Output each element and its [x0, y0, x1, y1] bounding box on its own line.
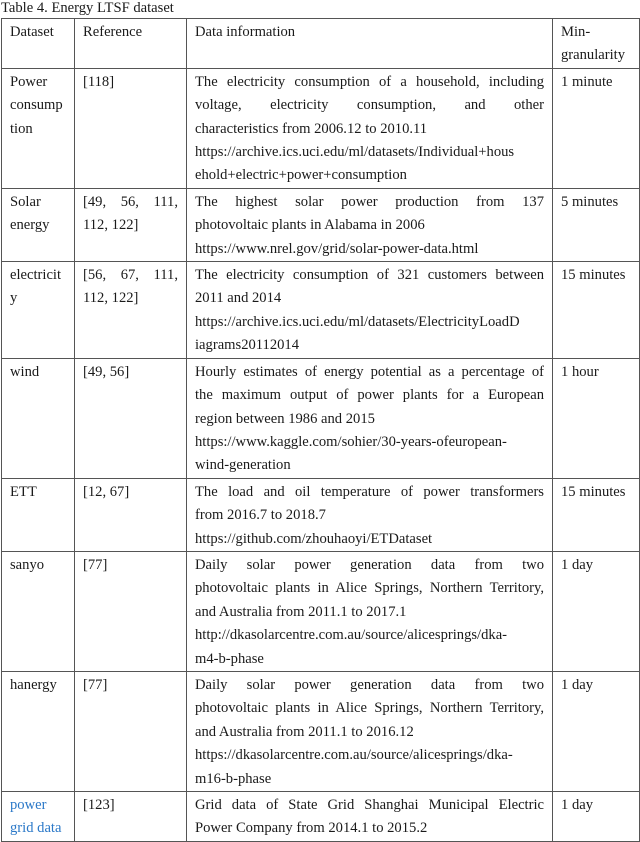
energy-dataset-table: [1, 18, 640, 842]
dataset-cell: [2, 478, 75, 551]
table-row: [2, 551, 640, 671]
data-information-cell: [187, 358, 553, 478]
cell-line: Min-: [561, 24, 591, 40]
cell-line: 1 day: [561, 676, 594, 693]
data-information-cell: [187, 792, 553, 842]
table-caption: Table 4. Energy LTSF dataset: [1, 0, 174, 16]
cell-line: 1 day: [561, 797, 594, 813]
cell-line: 1 hour: [561, 363, 599, 380]
cell-line: 112, 122]: [83, 217, 139, 234]
cell-line: Daily solar power generation data from two: [195, 556, 544, 573]
dataset-cell: [2, 68, 75, 188]
granularity-cell: [553, 551, 640, 671]
cell-line: The highest solar power production from 137: [195, 193, 544, 210]
dataset-link[interactable]: power: [10, 797, 47, 813]
cell-line: https://dkasolarcentre.com.au/source/alicesprings/dka-: [195, 747, 513, 764]
cell-line: 1 minute: [561, 73, 613, 90]
cell-line: Grid data of State Grid Shanghai Municipal Electric: [195, 797, 544, 813]
cell-line: iagrams20112014: [195, 337, 300, 354]
cell-line: photovoltaic plants in Alice Springs, Northern Territory,: [195, 580, 544, 597]
table-row: [2, 188, 640, 261]
cell-line: Dataset: [10, 24, 54, 40]
cell-line: [77]: [83, 676, 108, 693]
cell-line: [49, 56]: [83, 363, 130, 380]
cell-line: [56, 67, 111,: [83, 267, 178, 284]
cell-line: from 2016.7 to 2018.7: [195, 507, 326, 524]
reference-cell: [75, 68, 187, 188]
header-row: [2, 19, 640, 69]
cell-line: [12, 67]: [83, 483, 130, 500]
table-row: [2, 478, 640, 551]
cell-line: tion: [10, 120, 33, 137]
granularity-cell: [553, 792, 640, 842]
cell-line: and Australia from 2011.1 to 2017.1: [195, 603, 407, 620]
granularity-cell: [553, 478, 640, 551]
dataset-cell: [2, 358, 75, 478]
cell-line: http://dkasolarcentre.com.au/source/alicesprings/dka-: [195, 627, 508, 644]
cell-line: energy: [10, 217, 50, 234]
cell-line: [77]: [83, 556, 108, 573]
cell-line: consump: [10, 97, 63, 114]
table-row: [2, 671, 640, 791]
cell-line: https://www.nrel.gov/grid/solar-power-data.html: [195, 240, 479, 257]
data-information-cell: [187, 478, 553, 551]
data-information-cell: [187, 551, 553, 671]
cell-line: Data information: [195, 24, 296, 40]
header-data-information: [187, 19, 553, 69]
reference-cell: [75, 188, 187, 261]
granularity-cell: [553, 188, 640, 261]
cell-line: Solar: [10, 193, 41, 210]
cell-line: 112, 122]: [83, 290, 139, 307]
cell-line: wind: [10, 363, 40, 380]
cell-line: [49, 56, 111,: [83, 193, 178, 210]
cell-line: 5 minutes: [561, 193, 619, 210]
cell-line: region between 1986 and 2015: [195, 410, 375, 427]
cell-line: https://archive.ics.uci.edu/ml/datasets/ElectricityLoadD: [195, 313, 520, 330]
reference-cell: [75, 358, 187, 478]
cell-line: Power Company from 2014.1 to 2015.2: [195, 820, 428, 837]
cell-line: 1 day: [561, 556, 594, 573]
table-row: [2, 358, 640, 478]
dataset-cell: [2, 671, 75, 791]
cell-line: Power: [10, 73, 48, 90]
reference-cell: [75, 551, 187, 671]
header-dataset: [2, 19, 75, 69]
cell-line: The electricity consumption of 321 customers between: [195, 267, 544, 284]
cell-line: The electricity consumption of a household, including: [195, 73, 544, 90]
data-information-cell: [187, 262, 553, 359]
granularity-cell: [553, 262, 640, 359]
dataset-cell: [2, 188, 75, 261]
cell-line: voltage, electricity consumption, and other: [195, 97, 544, 114]
granularity-cell: [553, 671, 640, 791]
cell-line: 2011 and 2014: [195, 290, 282, 307]
reference-cell: [75, 478, 187, 551]
cell-line: Reference: [83, 24, 143, 40]
cell-line: the maximum output of power plants for a European: [195, 387, 544, 404]
cell-line: Hourly estimates of energy potential as a percentage of: [195, 363, 544, 380]
dataset-link[interactable]: grid data: [10, 820, 62, 837]
reference-cell: [75, 262, 187, 359]
reference-cell: [75, 792, 187, 842]
cell-line: [123]: [83, 797, 115, 813]
dataset-cell: [2, 262, 75, 359]
cell-line: 15 minutes: [561, 483, 626, 500]
cell-line: https://archive.ics.uci.edu/ml/datasets/Individual+hous: [195, 144, 515, 161]
cell-line: y: [10, 290, 18, 307]
cell-line: and Australia from 2011.1 to 2016.12: [195, 723, 414, 740]
cell-line: hanergy: [10, 676, 57, 693]
cell-line: https://github.com/zhouhaoyi/ETDataset: [195, 530, 433, 547]
granularity-cell: [553, 358, 640, 478]
reference-cell: [75, 671, 187, 791]
header-reference: [75, 19, 187, 69]
cell-line: sanyo: [10, 556, 45, 573]
cell-line: 15 minutes: [561, 267, 626, 284]
cell-line: characteristics from 2006.12 to 2010.11: [195, 120, 428, 137]
cell-line: Daily solar power generation data from two: [195, 676, 544, 693]
cell-line: [118]: [83, 73, 115, 90]
table-row: [2, 792, 640, 842]
cell-line: granularity: [561, 47, 626, 64]
cell-line: m16-b-phase: [195, 770, 272, 787]
data-information-cell: [187, 188, 553, 261]
dataset-cell: [2, 551, 75, 671]
data-information-cell: [187, 68, 553, 188]
cell-line: photovoltaic plants in Alice Springs, Northern Territory,: [195, 700, 544, 717]
dataset-cell[interactable]: [2, 792, 75, 842]
cell-line: photovoltaic plants in Alabama in 2006: [195, 217, 425, 234]
header-min-granularity: [553, 19, 640, 69]
data-information-cell: [187, 671, 553, 791]
cell-line: ETT: [10, 483, 37, 500]
cell-line: electricit: [10, 267, 62, 284]
table-row: [2, 68, 640, 188]
granularity-cell: [553, 68, 640, 188]
cell-line: m4-b-phase: [195, 650, 264, 667]
cell-line: ehold+electric+power+consumption: [195, 167, 407, 184]
cell-line: wind-generation: [195, 457, 291, 474]
cell-line: The load and oil temperature of power transformers: [195, 483, 544, 500]
table-row: [2, 262, 640, 359]
cell-line: https://www.kaggle.com/sohier/30-years-ofeuropean-: [195, 433, 507, 450]
